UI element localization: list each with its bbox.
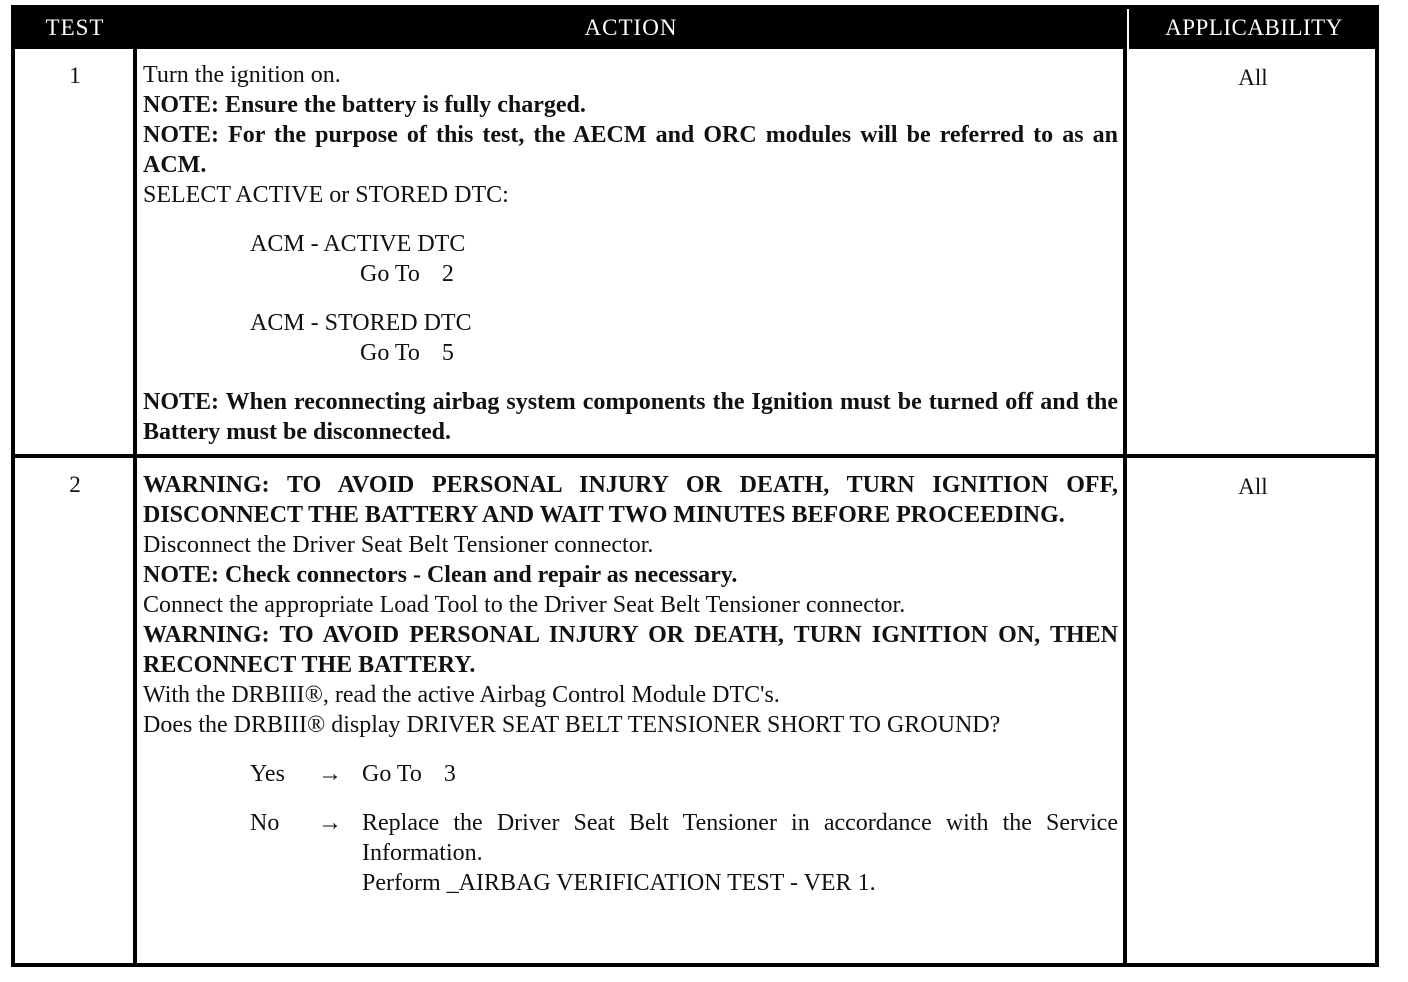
step-number: 2 (441, 261, 454, 287)
note-text: NOTE: Check connectors - Clean and repair as necessary. (143, 562, 738, 588)
instruction-text: SELECT ACTIVE or STORED DTC: (143, 182, 509, 208)
applicability-value: All (1238, 474, 1268, 499)
test-number: 1 (69, 63, 81, 88)
test-number: 2 (69, 472, 81, 497)
goto-instruction: Go To 3 (362, 761, 456, 787)
answer-key: Yes (250, 761, 285, 787)
goto-instruction: Go To 2 (360, 261, 454, 287)
action-cell (143, 60, 1118, 447)
column-header-test: TEST (15, 9, 135, 49)
note-text: NOTE: When reconnecting airbag system components the Ignition must be turned off and the Battery must be disconnected. (143, 389, 1118, 445)
step-number: 3 (443, 761, 456, 787)
instruction-text: Turn the ignition on. (143, 62, 341, 88)
option-label: ACM - STORED DTC (250, 310, 472, 336)
goto-instruction: Go To 5 (360, 340, 454, 366)
answer-yes (143, 759, 1118, 789)
step-number: 5 (441, 340, 454, 366)
row-divider (15, 454, 1375, 458)
column-header-action: ACTION (137, 9, 1125, 49)
instruction-text: Disconnect the Driver Seat Belt Tensioner connector. (143, 532, 654, 558)
arrow-icon: → (318, 761, 342, 787)
answer-key: No (250, 810, 280, 836)
answer-no (143, 808, 1118, 898)
warning-text: WARNING: TO AVOID PERSONAL INJURY OR DEATH, TURN IGNITION OFF, DISCONNECT THE BATTERY AND WAIT TWO MINUTES BEFORE PROCEEDING. (143, 472, 1118, 528)
applicability-value: All (1238, 65, 1268, 90)
instruction-text: Connect the appropriate Load Tool to the Driver Seat Belt Tensioner connector. (143, 592, 906, 618)
arrow-icon: → (318, 810, 342, 836)
instruction-text: With the DRBIII®, read the active Airbag Control Module DTC's. (143, 682, 780, 708)
diagnostic-test-table (11, 5, 1379, 967)
question-text: Does the DRBIII® display DRIVER SEAT BELT TENSIONER SHORT TO GROUND? (143, 712, 1001, 738)
answer-text: Replace the Driver Seat Belt Tensioner in accordance with the Service Information. (362, 810, 1118, 866)
perform-instruction: Perform _AIRBAG VERIFICATION TEST - VER 1. (362, 870, 876, 896)
warning-text: WARNING: TO AVOID PERSONAL INJURY OR DEATH, TURN IGNITION ON, THEN RECONNECT THE BATTERY. (143, 622, 1118, 678)
column-header-applicability: APPLICABILITY (1129, 9, 1379, 49)
option-label: ACM - ACTIVE DTC (250, 231, 466, 257)
action-cell (143, 470, 1118, 898)
note-text: NOTE: Ensure the battery is fully charged. (143, 92, 586, 118)
note-text: NOTE: For the purpose of this test, the AECM and ORC modules will be referred to as an ACM. (143, 122, 1118, 178)
